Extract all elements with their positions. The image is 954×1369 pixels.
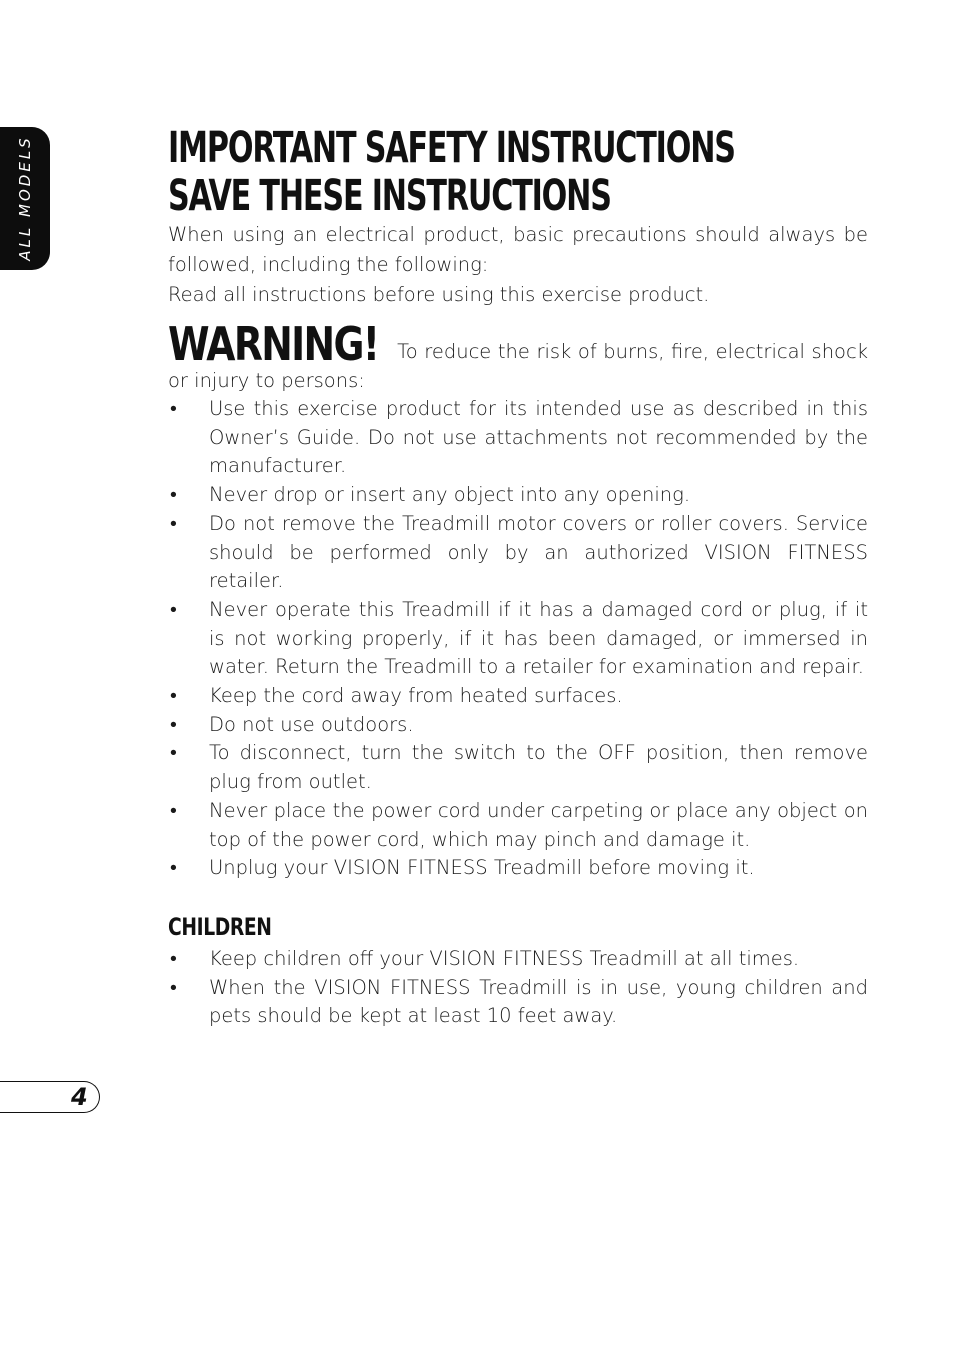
list-item-text: Keep children off your VISION FITNESS Treadmill at all times. — [209, 946, 800, 970]
bullet-icon: • — [170, 597, 177, 621]
list-item-text: Never drop or insert any object into any opening. — [209, 483, 691, 507]
list-item — [168, 854, 868, 883]
list-item — [168, 510, 868, 596]
bullet-icon: • — [170, 856, 177, 880]
page-title — [168, 124, 870, 220]
list-item — [168, 596, 868, 682]
bullet-icon: • — [170, 798, 177, 822]
list-item-text: Never operate this Treadmill if it has a damaged cord or plug, if it is not working properly, if it has been damaged, or immersed in water. Return the Treadmill to a retailer for examination and repair. — [209, 597, 868, 679]
list-item — [168, 711, 868, 740]
warning-list — [168, 395, 868, 883]
bullet-icon: • — [170, 511, 177, 535]
bullet-icon: • — [170, 741, 177, 765]
bullet-icon: • — [170, 397, 177, 420]
bullet-icon: • — [170, 946, 177, 970]
list-item-text: Do not remove the Treadmill motor covers or roller covers. Service should be performed only by an authorized VISION FITNESS retailer. — [209, 511, 868, 593]
side-tab-label: ALL MODELS — [16, 135, 34, 261]
bullet-icon: • — [170, 684, 177, 708]
title-line-1: IMPORTANT SAFETY INSTRUCTIONS — [168, 123, 735, 173]
list-item — [168, 974, 868, 1031]
list-item-text: When the VISION FITNESS Treadmill is in use, young children and pets should be kept at least 10 feet away. — [209, 975, 868, 1028]
list-item — [168, 739, 868, 796]
bullet-icon: • — [170, 975, 177, 999]
list-item — [168, 945, 868, 974]
intro-paragraph: When using an electrical product, basic precautions should always be followed, including the following: — [168, 223, 868, 276]
list-item — [168, 682, 868, 711]
warning-block — [168, 317, 868, 395]
list-item-text: Never place the power cord under carpeting or place any object on top of the power cord, which may pinch and damage it. — [209, 798, 868, 851]
list-item — [168, 797, 868, 854]
bullet-icon: • — [170, 483, 177, 507]
main-content — [168, 124, 868, 1031]
children-list — [168, 945, 868, 1031]
list-item — [168, 481, 868, 510]
title-line-2: SAVE THESE INSTRUCTIONS — [168, 171, 611, 221]
list-item-text: Keep the cord away from heated surfaces. — [209, 684, 623, 708]
intro-read-instructions: Read all instructions before using this exercise product. — [168, 283, 710, 306]
warning-heading: WARNING! — [168, 317, 379, 371]
children-heading: CHILDREN — [168, 912, 272, 941]
page-number: 4 — [71, 1083, 88, 1111]
warning-text: To reduce the risk of burns, fire, electrical shock or injury to persons: — [168, 340, 868, 392]
bullet-icon: • — [170, 712, 177, 736]
list-item-text: Do not use outdoors. — [209, 712, 414, 736]
list-item — [168, 395, 868, 481]
list-item-text: Use this exercise product for its intended use as described in this Owner’s Guide. Do not use attachments not recommended by the manufacturer. — [209, 397, 868, 478]
list-item-text: To disconnect, turn the switch to the OFF position, then remove plug from outlet. — [209, 741, 868, 794]
list-item-text: Unplug your VISION FITNESS Treadmill before moving it. — [209, 856, 755, 880]
